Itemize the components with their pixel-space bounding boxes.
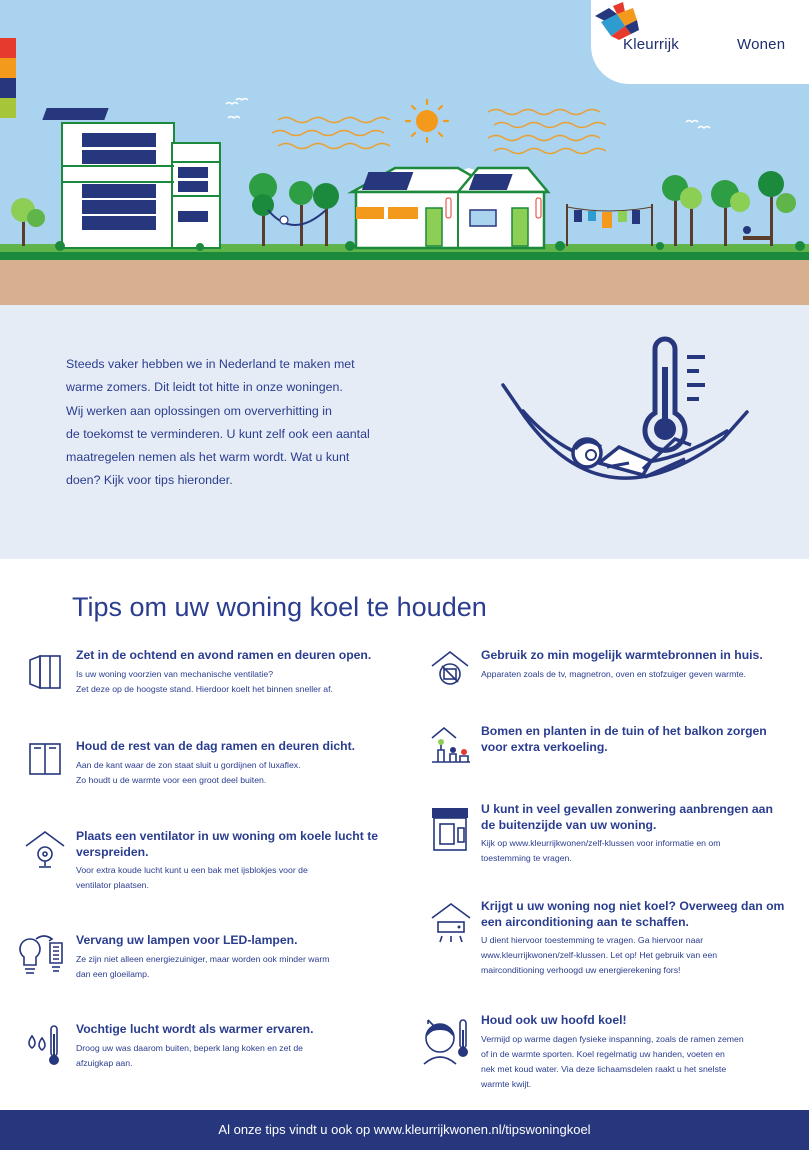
footer-banner — [0, 1110, 809, 1150]
tip-title: Houd de rest van de dag ramen en deuren dicht. — [76, 739, 356, 753]
intro-line: Wij werken aan oplossingen om oververhitting in — [66, 403, 332, 418]
intro-line: maatregelen nemen als het warm wordt. Wat u kunt — [66, 450, 350, 465]
tip-text: U dient hiervoor toestemming te vragen. Ga hiervoor naar www.kleurrijkwonen/zelf-klussen. Let op! Het gebruik van een mairconditioning verhoogd uw energierekening fors! — [481, 935, 718, 975]
apartment-building — [42, 108, 220, 248]
humidity-thermometer-icon — [24, 1022, 64, 1068]
tip-led — [76, 933, 386, 982]
strip-blue — [0, 78, 16, 98]
tip-text: Kijk op www.kleurrijkwonen/zelf-klussen voor informatie en om toestemming te vragen. — [481, 838, 721, 863]
tip-text: Droog uw was daarom buiten, beperk lang koken en zet de afzuigkap aan. — [76, 1042, 303, 1068]
tip-title: U kunt in veel gevallen zonwering aanbrengen aan de buitenzijde van uw woning. — [481, 802, 773, 832]
tip-airco — [481, 899, 791, 978]
tip-title: Houd ook uw hoofd koel! — [481, 1013, 627, 1027]
tip-heat-sources — [481, 648, 791, 682]
tip-humidity — [76, 1022, 386, 1071]
intro-line: warme zomers. Dit leidt tot hitte in onze woningen. — [66, 380, 343, 395]
tip-awning — [481, 802, 791, 866]
tip-text: Apparaten zoals de tv, magnetron, oven en stofzuiger geven warmte. — [481, 668, 746, 679]
brand-logo[interactable] — [591, 0, 809, 84]
logo-text-right: Wonen — [737, 36, 786, 53]
fan-icon — [24, 830, 66, 870]
tip-text: Ze zijn niet alleen energiezuiniger, maar worden ook minder warm dan een gloeilamp. — [76, 953, 330, 979]
tip-title: Bomen en planten in de tuin of het balkon zorgen voor extra verkoeling. — [481, 724, 767, 754]
no-heat-source-icon — [430, 650, 470, 688]
tip-title: Krijgt u uw woning nog niet koel? Overweeg dan om een airconditioning aan te schaffen. — [481, 899, 785, 929]
intro-line: doen? Kijk voor tips hieronder. — [66, 473, 233, 488]
hero-illustration — [0, 0, 809, 305]
intro-line: de toekomst te verminderen. U kunt zelf ook een aantal — [66, 426, 370, 441]
closed-window-icon — [28, 742, 62, 776]
tip-close-windows — [76, 739, 386, 788]
clothesline — [567, 204, 652, 246]
tip-open-windows — [76, 648, 386, 697]
tip-fan — [76, 829, 386, 893]
handshake-logo-icon — [591, 0, 641, 42]
tip-title: Gebruik zo min mogelijk warmtebronnen in huis. — [481, 648, 763, 662]
tip-title: Zet in de ochtend en avond ramen en deuren open. — [76, 648, 372, 662]
logo-text-left: Kleurrijk — [623, 36, 679, 53]
tip-plants — [481, 724, 791, 755]
brand-color-strip — [0, 38, 16, 118]
open-window-icon — [28, 654, 62, 690]
plants-icon — [430, 726, 472, 766]
footer-link[interactable]: Al onze tips vindt u ook op www.kleurrijkwonen.nl/tipswoningkoel — [218, 1122, 591, 1137]
tip-cool-head — [481, 1013, 791, 1092]
awning-icon — [430, 804, 470, 852]
tip-text: Is uw woning voorzien van mechanische ventilatie? Zet deze op de hoogste stand. Hierdoor koelt het binnen sneller af. — [76, 668, 333, 694]
tip-text: Voor extra koude lucht kunt u een bak met ijsblokjes voor de ventilator plaatsen. — [76, 865, 308, 890]
tip-title: Plaats een ventilator in uw woning om koele lucht te verspreiden. — [76, 829, 379, 859]
led-bulb-icon — [16, 935, 70, 979]
intro-line: Steeds vaker hebben we in Nederland te maken met — [66, 357, 355, 371]
airco-icon — [430, 902, 472, 944]
tips-title: Tips om uw woning koel te houden — [72, 592, 487, 622]
tip-title: Vochtige lucht wordt als warmer ervaren. — [76, 1022, 314, 1036]
strip-orange — [0, 58, 16, 78]
tip-title: Vervang uw lampen voor LED-lampen. — [76, 933, 298, 947]
strip-green — [0, 98, 16, 118]
sun-icon — [406, 100, 448, 142]
hammock-thermometer-illustration — [495, 327, 755, 517]
tip-text: Vermijd op warme dagen fysieke inspanning, zoals de ramen zemen of in de warmte sporten. Koel regelmatig uw handen, voeten en nek met koud water. Via deze lichaamsdelen raakt u het snelste warmte kwijt. — [481, 1033, 744, 1089]
tip-text: Aan de kant waar de zon staat sluit u gordijnen of luxaflex. Zo houdt u de warmte voor een groot deel buiten. — [76, 759, 301, 785]
house — [352, 168, 548, 248]
strip-red — [0, 38, 16, 58]
intro-text — [66, 353, 426, 493]
cool-head-icon — [418, 1016, 474, 1066]
intro-section — [0, 305, 809, 559]
